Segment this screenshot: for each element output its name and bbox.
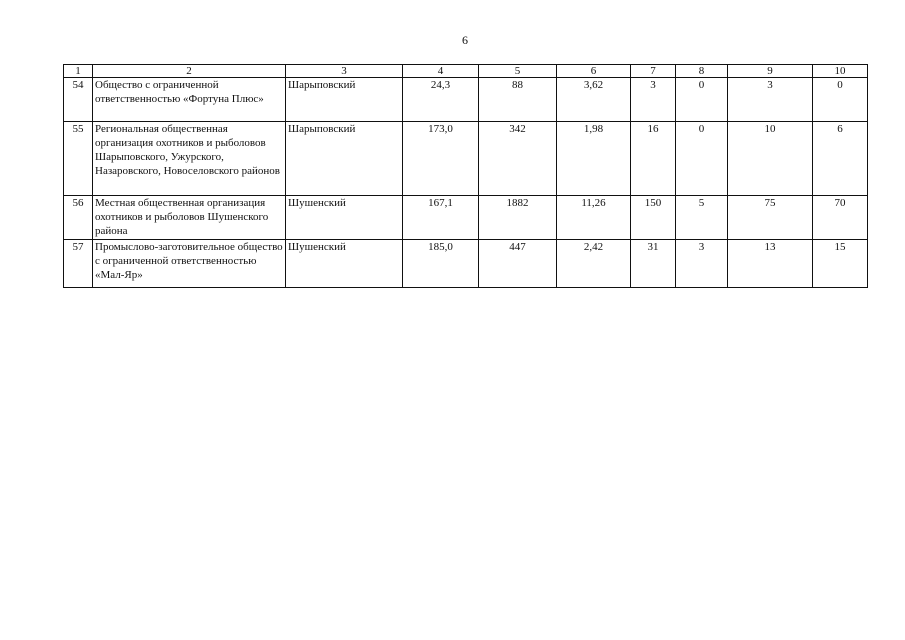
col-5-value: 342 bbox=[479, 122, 557, 196]
table-row bbox=[64, 196, 868, 240]
header-cell: 4 bbox=[403, 65, 479, 78]
page-number: 6 bbox=[462, 33, 468, 47]
row-index: 57 bbox=[64, 240, 93, 288]
col-7-value: 16 bbox=[631, 122, 676, 196]
header-cell: 8 bbox=[676, 65, 728, 78]
col-7-value: 31 bbox=[631, 240, 676, 288]
header-cell: 3 bbox=[286, 65, 403, 78]
header-cell: 2 bbox=[93, 65, 286, 78]
col-10-value: 6 bbox=[813, 122, 868, 196]
header-cell: 10 bbox=[813, 65, 868, 78]
header-cell: 7 bbox=[631, 65, 676, 78]
header-cell: 9 bbox=[728, 65, 813, 78]
col-8-value: 0 bbox=[676, 78, 728, 122]
col-10-value: 70 bbox=[813, 196, 868, 240]
col-8-value: 5 bbox=[676, 196, 728, 240]
col-6-value: 1,98 bbox=[557, 122, 631, 196]
col-6-value: 11,26 bbox=[557, 196, 631, 240]
col-8-value: 3 bbox=[676, 240, 728, 288]
district: Шарыповский bbox=[286, 78, 403, 122]
row-index: 55 bbox=[64, 122, 93, 196]
header-cell: 1 bbox=[64, 65, 93, 78]
col-6-value: 3,62 bbox=[557, 78, 631, 122]
col-5-value: 88 bbox=[479, 78, 557, 122]
col-8-value: 0 bbox=[676, 122, 728, 196]
col-4-value: 167,1 bbox=[403, 196, 479, 240]
row-index: 54 bbox=[64, 78, 93, 122]
col-9-value: 3 bbox=[728, 78, 813, 122]
col-4-value: 24,3 bbox=[403, 78, 479, 122]
header-cell: 5 bbox=[479, 65, 557, 78]
table-row bbox=[64, 122, 868, 196]
col-6-value: 2,42 bbox=[557, 240, 631, 288]
district: Шарыповский bbox=[286, 122, 403, 196]
district: Шушенский bbox=[286, 240, 403, 288]
col-9-value: 75 bbox=[728, 196, 813, 240]
col-4-value: 185,0 bbox=[403, 240, 479, 288]
col-10-value: 15 bbox=[813, 240, 868, 288]
row-index: 56 bbox=[64, 196, 93, 240]
col-5-value: 1882 bbox=[479, 196, 557, 240]
col-7-value: 150 bbox=[631, 196, 676, 240]
district: Шушенский bbox=[286, 196, 403, 240]
col-5-value: 447 bbox=[479, 240, 557, 288]
header-cell: 6 bbox=[557, 65, 631, 78]
col-9-value: 13 bbox=[728, 240, 813, 288]
col-9-value: 10 bbox=[728, 122, 813, 196]
col-4-value: 173,0 bbox=[403, 122, 479, 196]
col-10-value: 0 bbox=[813, 78, 868, 122]
data-table bbox=[63, 64, 868, 288]
organization-name: Общество с ограниченной ответственностью «Фортуна Плюс» bbox=[93, 78, 286, 122]
table-row bbox=[64, 78, 868, 122]
organization-name: Местная общественная организация охотников и рыболовов Шушенского района bbox=[93, 196, 286, 240]
header-row bbox=[64, 65, 868, 78]
col-7-value: 3 bbox=[631, 78, 676, 122]
organization-name: Промыслово-заготовительное общество с ограниченной ответственностью «Мал-Яр» bbox=[93, 240, 286, 288]
table-row bbox=[64, 240, 868, 288]
organization-name: Региональная общественная организация охотников и рыболовов Шарыповского, Ужурского, Назаровского, Новоселовского районов bbox=[93, 122, 286, 196]
